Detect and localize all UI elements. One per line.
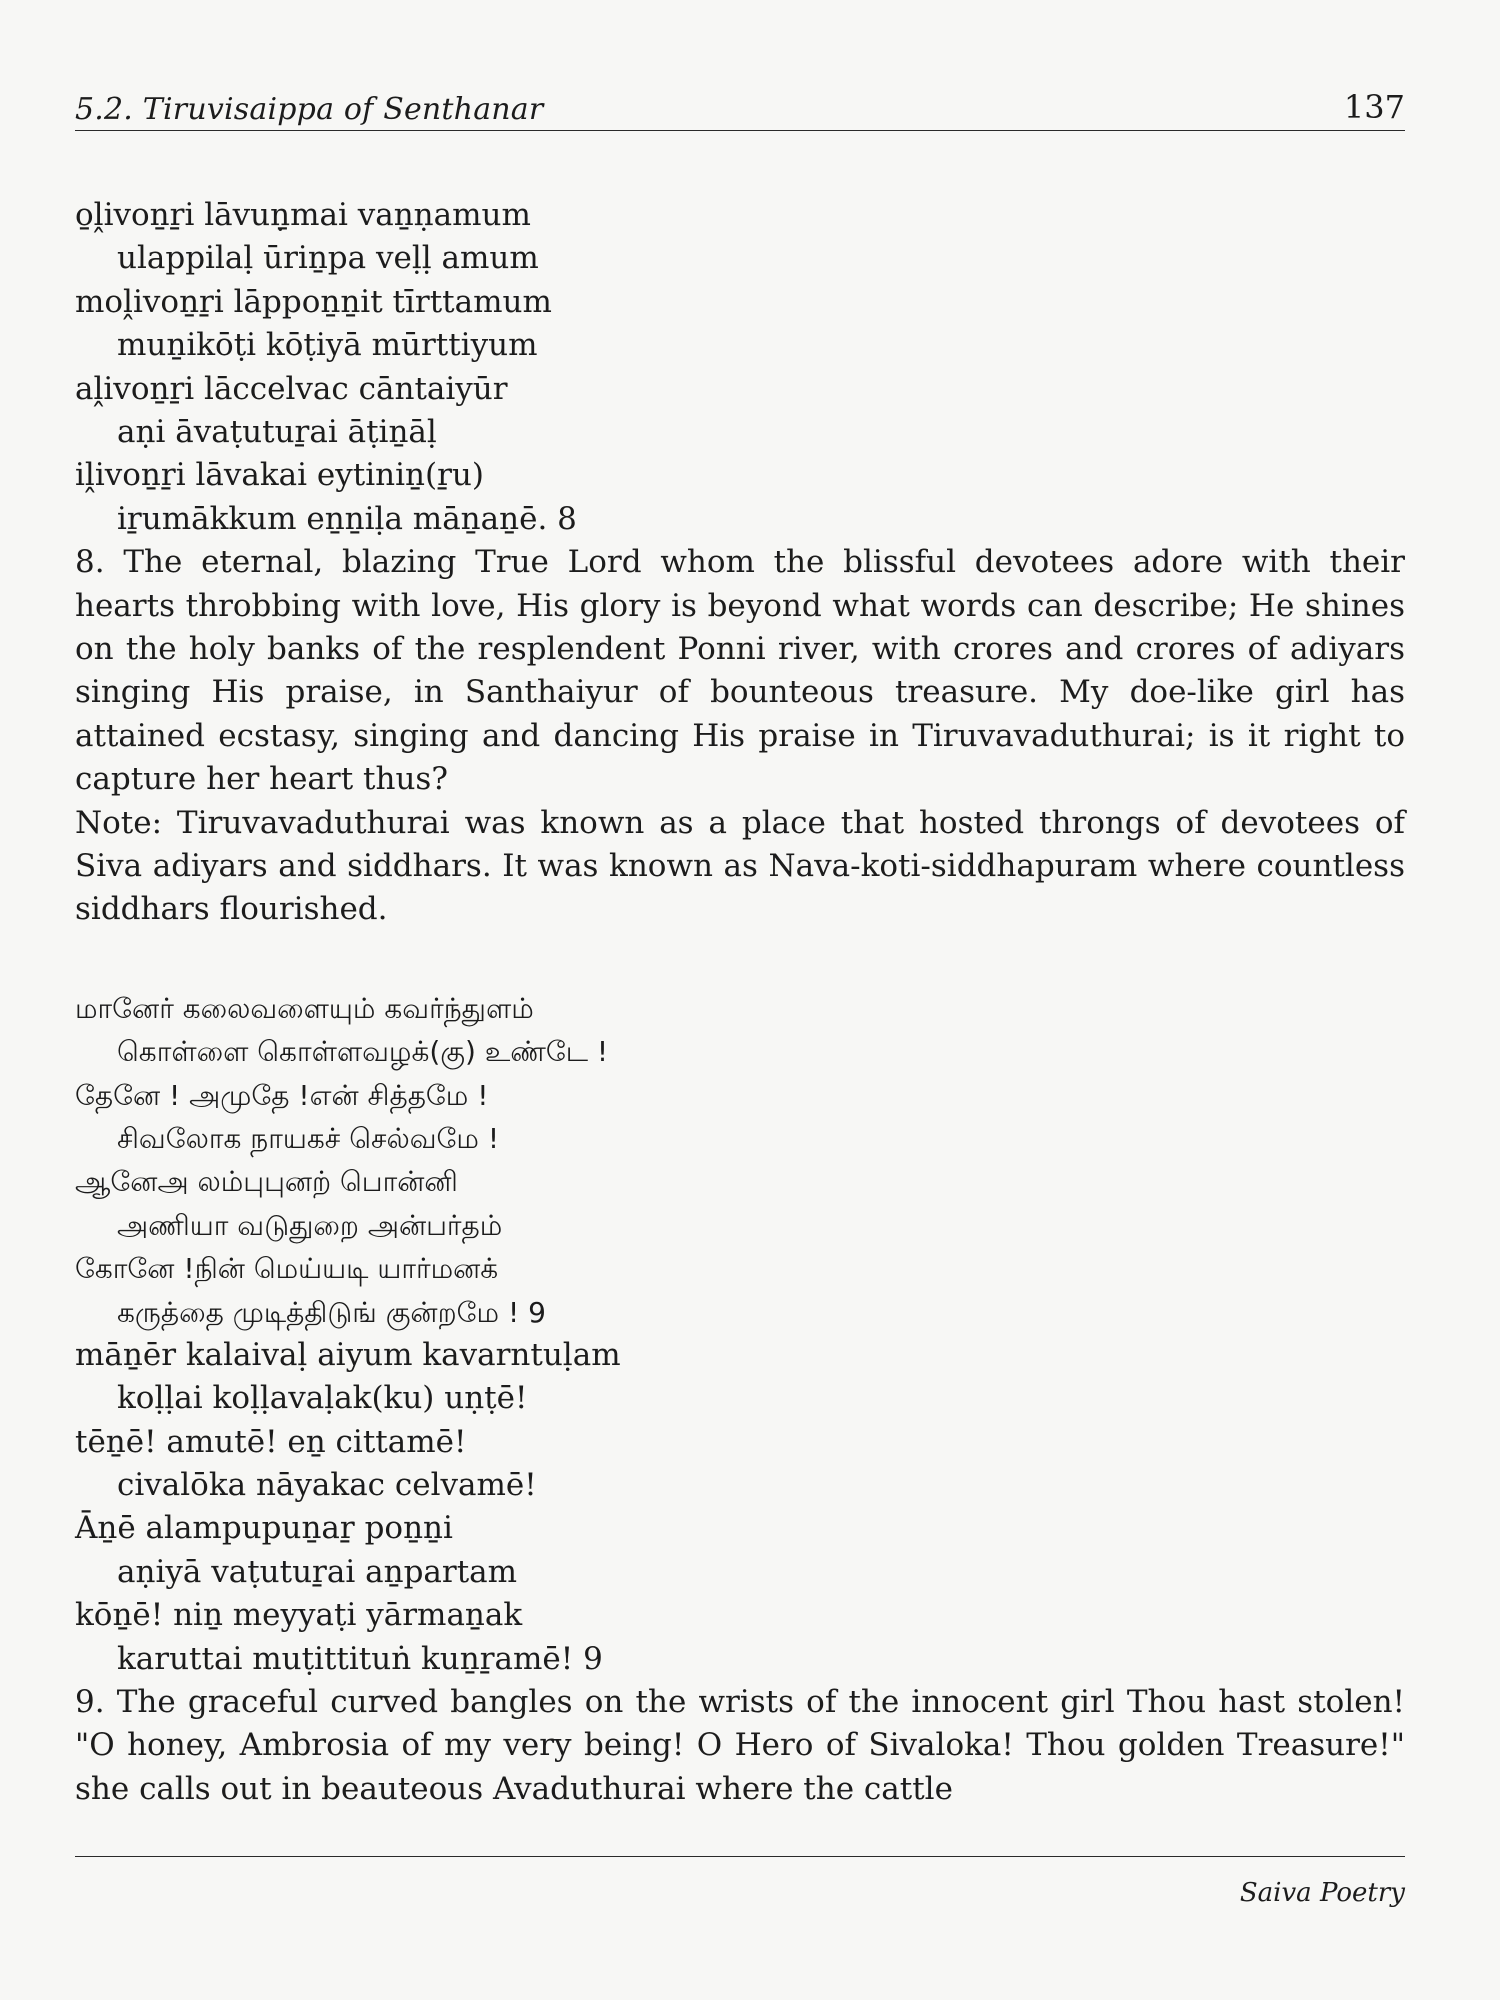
verse-line: koḷḷai koḷḷavaḷak(ku) uṇṭē! (117, 1380, 528, 1417)
footer-rule (75, 1856, 1405, 1857)
verse-line: aṇi āvaṭutuṟai āṭiṉāḷ (117, 413, 437, 450)
verse-9-transliteration (75, 1334, 1405, 1681)
tamil-verse-line: கருத்தை முடித்திடுங் குன்றமே ! 9 (117, 1295, 546, 1329)
running-header (75, 86, 1405, 131)
tamil-verse-line: தேனே ! அமுதே !என் சித்தமே ! (75, 1078, 489, 1112)
page-number: 137 (1343, 88, 1405, 126)
tamil-verse-line: கோனே !நின் மெய்யடி யார்மனக் (75, 1252, 499, 1286)
tamil-verse-line: ஆனேஅ லம்புபுனற் பொன்னி (75, 1165, 458, 1199)
page-content (75, 194, 1405, 1811)
running-footer: Saiva Poetry (1239, 1878, 1405, 1908)
tamil-verse-line: அணியா வடுதுறை அன்பர்தம் (117, 1208, 503, 1242)
verse-line: moḽivoṉṟi lāppoṉṉit tīrttamum (75, 283, 552, 320)
tamil-verse-line: மானேர் கலைவளையும் கவர்ந்துளம் (75, 991, 534, 1025)
verse-line: ulappilaḷ ūriṉpa veḷḷ amum (117, 240, 539, 277)
note-paragraph: Note: Tiruvavaduthurai was known as a place that hosted throngs of devotees of Siva adiyars and siddhars. It was known as Nava-koti-siddhapuram where countless siddhars flourished. (75, 804, 1405, 928)
section-title: 5.2. Tiruvisaippa of Senthanar (75, 92, 544, 127)
verse-line: tēṉē! amutē! eṉ cittamē! (75, 1423, 467, 1460)
verse-line: kōṉē! niṉ meyyaṭi yārmaṉak (75, 1597, 523, 1634)
verse-line: karuttai muṭittituṅ kuṉṟamē! 9 (117, 1640, 603, 1677)
verse-line: iṟumākkum eṉṉiḷa māṉaṉē. 8 (117, 500, 577, 537)
verse-line: māṉēr kalaivaḷ aiyum kavarntuḷam (75, 1336, 621, 1373)
verse-line: muṉikōṭi kōṭiyā mūrttiyum (117, 327, 538, 364)
verse-line: o̱ḽivoṉṟi lāvuṇ̱mai vaṉṇamum (75, 197, 531, 233)
verse-line: iḽivoṉṟi lāvakai eytiniṉ(ṟu) (75, 457, 484, 494)
tamil-verse-line: சிவலோக நாயகச் செல்வமே ! (117, 1121, 500, 1155)
verse-line: civalōka nāyakac celvamē! (117, 1467, 537, 1504)
verse-line: aṇiyā vaṭutuṟai aṉpartam (117, 1553, 518, 1590)
translation-paragraph-8: 8. The eternal, blazing True Lord whom the blissful devotees adore with their hearts throbbing with love, His glory is beyond what words can describe; He shines on the holy banks of the resplendent Ponni river, with crores and crores of adiyars singing His praise, in Santhaiyur of bounteous treasure. My doe-like girl has attained ecstasy, singing and dancing His praise in Tiruvavaduthurai; is it right to capture her heart thus? (75, 544, 1405, 798)
tamil-verse-line: கொள்ளை கொள்ளவழக்(கு) உண்டே ! (117, 1035, 609, 1069)
verse-9-tamil (75, 987, 1405, 1334)
verse-line: Āṉē alampupuṉaṟ poṉṉi (75, 1510, 453, 1547)
translation-paragraph-9: 9. The graceful curved bangles on the wrists of the innocent girl Thou hast stolen! "O honey, Ambrosia of my very being! O Hero of Sivaloka! Thou golden Treasure!" she calls out in beauteous Avaduthurai where the cattle (75, 1684, 1405, 1807)
verse-8-transliteration (75, 194, 1405, 541)
verse-line: aḽivoṉṟi lāccelvac cāntaiyūr (75, 370, 508, 407)
paragraph-gap (75, 932, 1405, 987)
